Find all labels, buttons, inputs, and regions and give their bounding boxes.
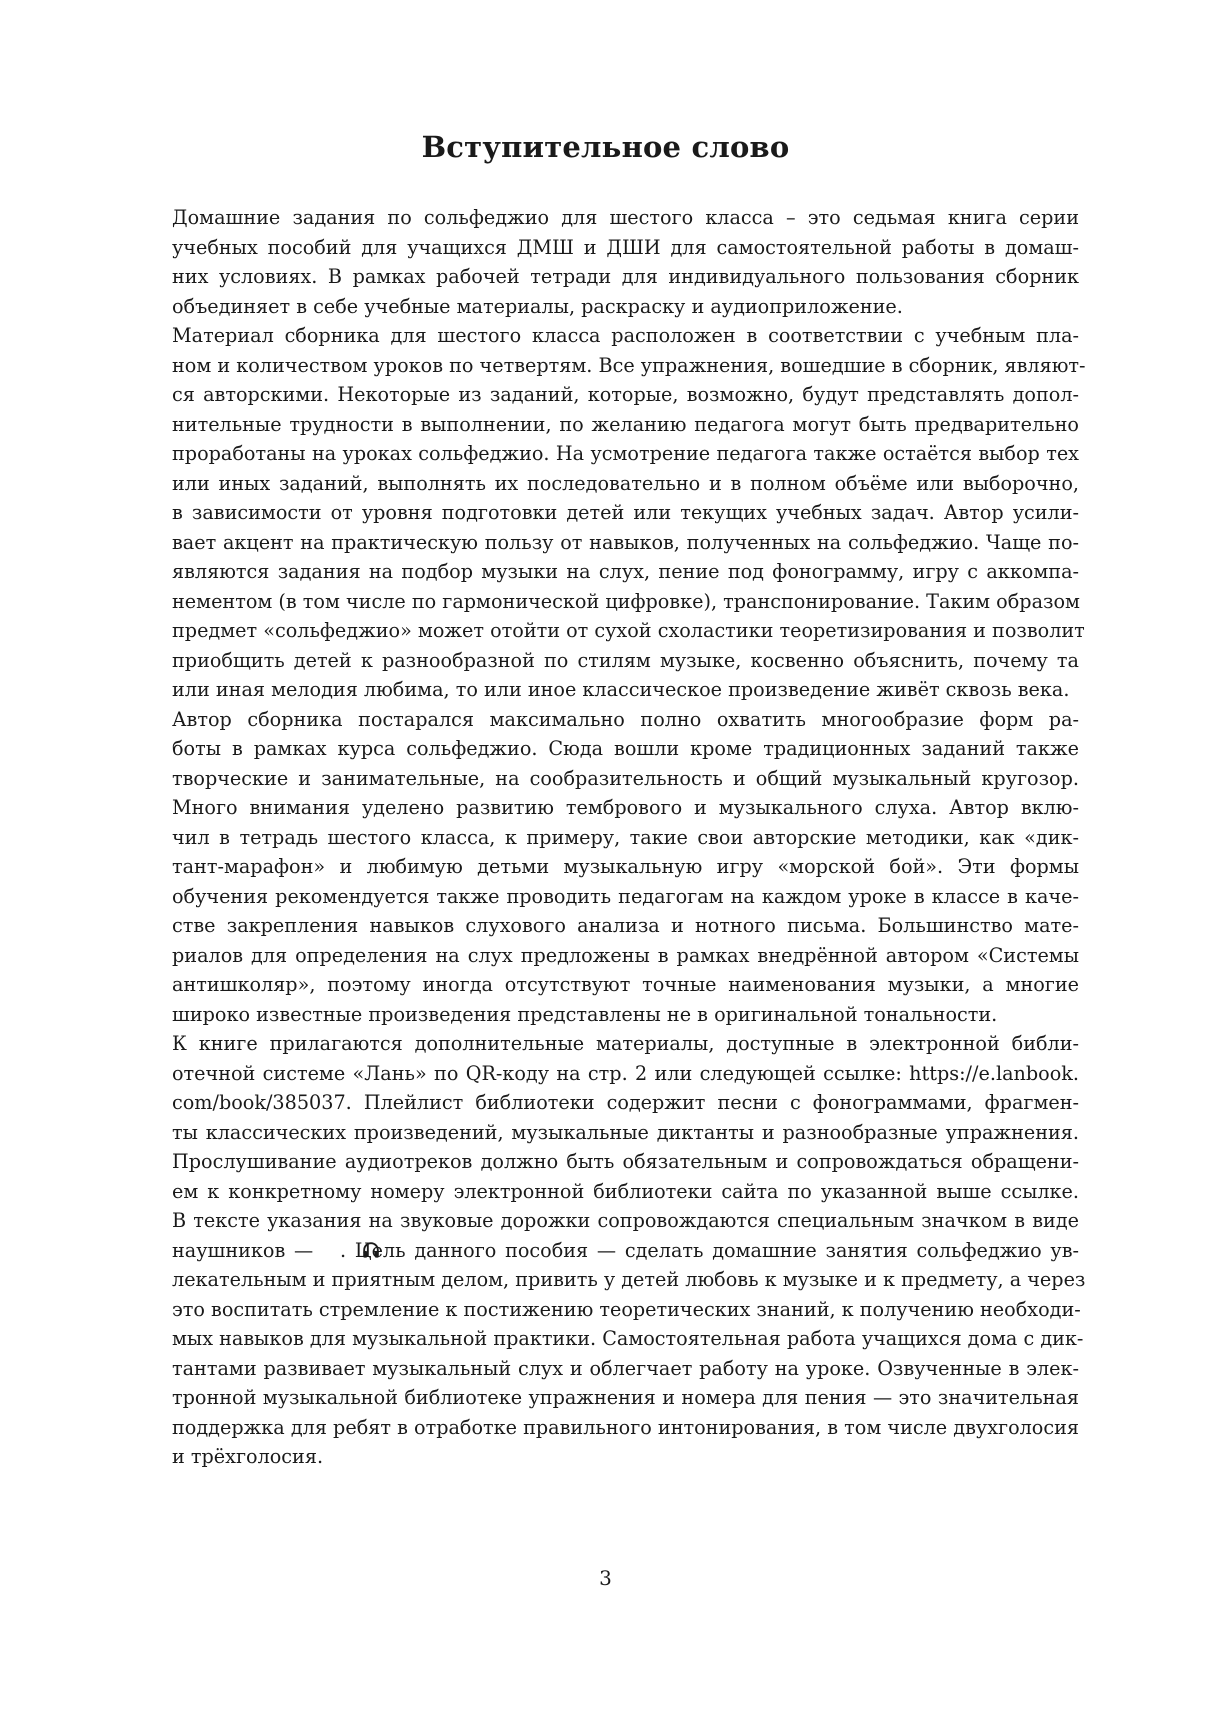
text-line: поддержка для ребят в отработке правильного интонирования, в том числе двухголосия — [172, 1415, 1079, 1439]
paragraph-4 — [132, 1029, 1086, 1472]
text-line: них условиях. В рамках рабочей тетради для индивидуального пользования сборник — [172, 265, 1079, 288]
text-line: проработаны на уроках сольфеджио. На усмотрение педагога также остаётся выбор тех — [172, 442, 1079, 465]
text-line: широко известные произведения представлены не в оригинальной тональности. — [172, 1002, 998, 1026]
text-segment: . Цель данного пособия — сделать домашние занятия сольфеджио ув- — [339, 1238, 1079, 1262]
text-line: учебных пособий для учащихся ДМШ и ДШИ для самостоятельной работы в домаш- — [172, 235, 1079, 259]
text-line: мых навыков для музыкальной практики. Самостоятельная работа учащихся дома с дик- — [172, 1327, 1084, 1350]
text-line: творческие и занимательные, на сообразительность и общий музыкальный кругозор. — [172, 766, 1079, 790]
text-line: ся авторскими. Некоторые из заданий, которые, возможно, будут представлять допол- — [172, 383, 1079, 406]
text-line: Прослушивание аудиотреков должно быть обязательным и сопровождаться обращени- — [172, 1150, 1079, 1173]
text-line: объединяет в себе учебные материалы, раскраску и аудиоприложение. — [172, 294, 903, 318]
text-line: нементом (в том числе по гармонической цифровке), транспонирование. Таким образом — [172, 589, 1080, 613]
text-line: com/book/385037. Плейлист библиотеки содержит песни с фонограммами, фрагмен- — [172, 1091, 1079, 1114]
text-line: являются задания на подбор музыки на слух, пение под фонограмму, игру с аккомпа- — [172, 560, 1079, 583]
text-line: или иных заданий, выполнять их последовательно и в полном объёме или выборочно, — [172, 471, 1079, 495]
text-line: боты в рамках курса сольфеджио. Сюда вошли кроме традиционных заданий также — [172, 737, 1079, 760]
text-line: тронной музыкальной библиотеке упражнения и номера для пения — это значительная — [172, 1386, 1079, 1409]
text-line: или иная мелодия любима, то или иное классическое произведение живёт сквозь века. — [172, 678, 1070, 701]
text-line: обучения рекомендуется также проводить педагогам на каждом уроке в классе в каче- — [172, 884, 1079, 908]
text-line: нительные трудности в выполнении, по желанию педагога могут быть предварительно — [172, 412, 1079, 436]
paragraph-1 — [132, 203, 1079, 321]
text-line: в зависимости от уровня подготовки детей или текущих учебных задач. Автор усили- — [172, 501, 1079, 524]
text-line: тантами развивает музыкальный слух и облегчает работу на уроке. Озвученные в элек- — [172, 1356, 1079, 1380]
text-line: ты классических произведений, музыкальные диктанты и разнообразные упражнения. — [172, 1120, 1079, 1144]
text-line: В тексте указания на звуковые дорожки сопровождаются специальным значком в виде — [172, 1209, 1079, 1232]
page-title: Вступительное слово — [421, 130, 790, 164]
text-line: Материал сборника для шестого класса расположен в соответствии с учебным пла- — [172, 324, 1079, 347]
text-line: ном и количеством уроков по четвертям. Все упражнения, вошедшие в сборник, являют- — [172, 353, 1086, 377]
text-line: отечной системе «Лань» по QR-коду на стр. 2 или следующей ссылке: https://e.lanbook. — [172, 1061, 1079, 1085]
text-line: вает акцент на практическую пользу от навыков, полученных на сольфеджио. Чаще по- — [172, 530, 1079, 554]
text-line: и трёхголосия. — [172, 1445, 324, 1468]
paragraph-2 — [132, 321, 1086, 705]
text-line: это воспитать стремление к постижению теоретических знаний, к получению необходи- — [172, 1297, 1081, 1321]
text-line: приобщить детей к разнообразной по стилям музыке, косвенно объяснить, почему та — [172, 648, 1079, 672]
text-line: Автор сборника постарался максимально полно охватить многообразие форм ра- — [172, 707, 1079, 731]
text-line: антишколяр», поэтому иногда отсутствуют точные наименования музыки, а многие — [172, 973, 1079, 996]
text-line: лекательным и приятным делом, привить у детей любовь к музыке и к предмету, а через — [172, 1268, 1086, 1291]
body-text — [132, 203, 1086, 1472]
text-line: Домашние задания по сольфеджио для шестого класса – это седьмая книга серии — [172, 206, 1079, 229]
text-line: чил в тетрадь шестого класса, к примеру, такие свои авторские методики, как «дик- — [172, 825, 1079, 849]
paragraph-3 — [132, 705, 1079, 1030]
text-line-with-icon — [132, 1236, 1079, 1266]
text-line: К книге прилагаются дополнительные материалы, доступные в электронной библи- — [172, 1032, 1079, 1055]
text-segment: наушников — — [172, 1238, 322, 1262]
text-line: риалов для определения на слух предложены в рамках внедрённой автором «Системы — [172, 943, 1079, 967]
text-line: Много внимания уделено развитию тембрового и музыкального слуха. Автор вклю- — [172, 796, 1079, 819]
page-number: 3 — [599, 1566, 612, 1590]
text-line: ем к конкретному номеру электронной библиотеки сайта по указанной выше ссылке. — [172, 1179, 1079, 1203]
text-line: предмет «сольфеджио» может отойти от сухой схоластики теоретизирования и позволит — [172, 619, 1085, 642]
text-line: тант-марафон» и любимую детьми музыкальную игру «морской бой». Эти формы — [172, 855, 1079, 878]
text-line: стве закрепления навыков слухового анализа и нотного письма. Большинство мате- — [172, 914, 1079, 937]
headphones-icon — [322, 1238, 340, 1256]
